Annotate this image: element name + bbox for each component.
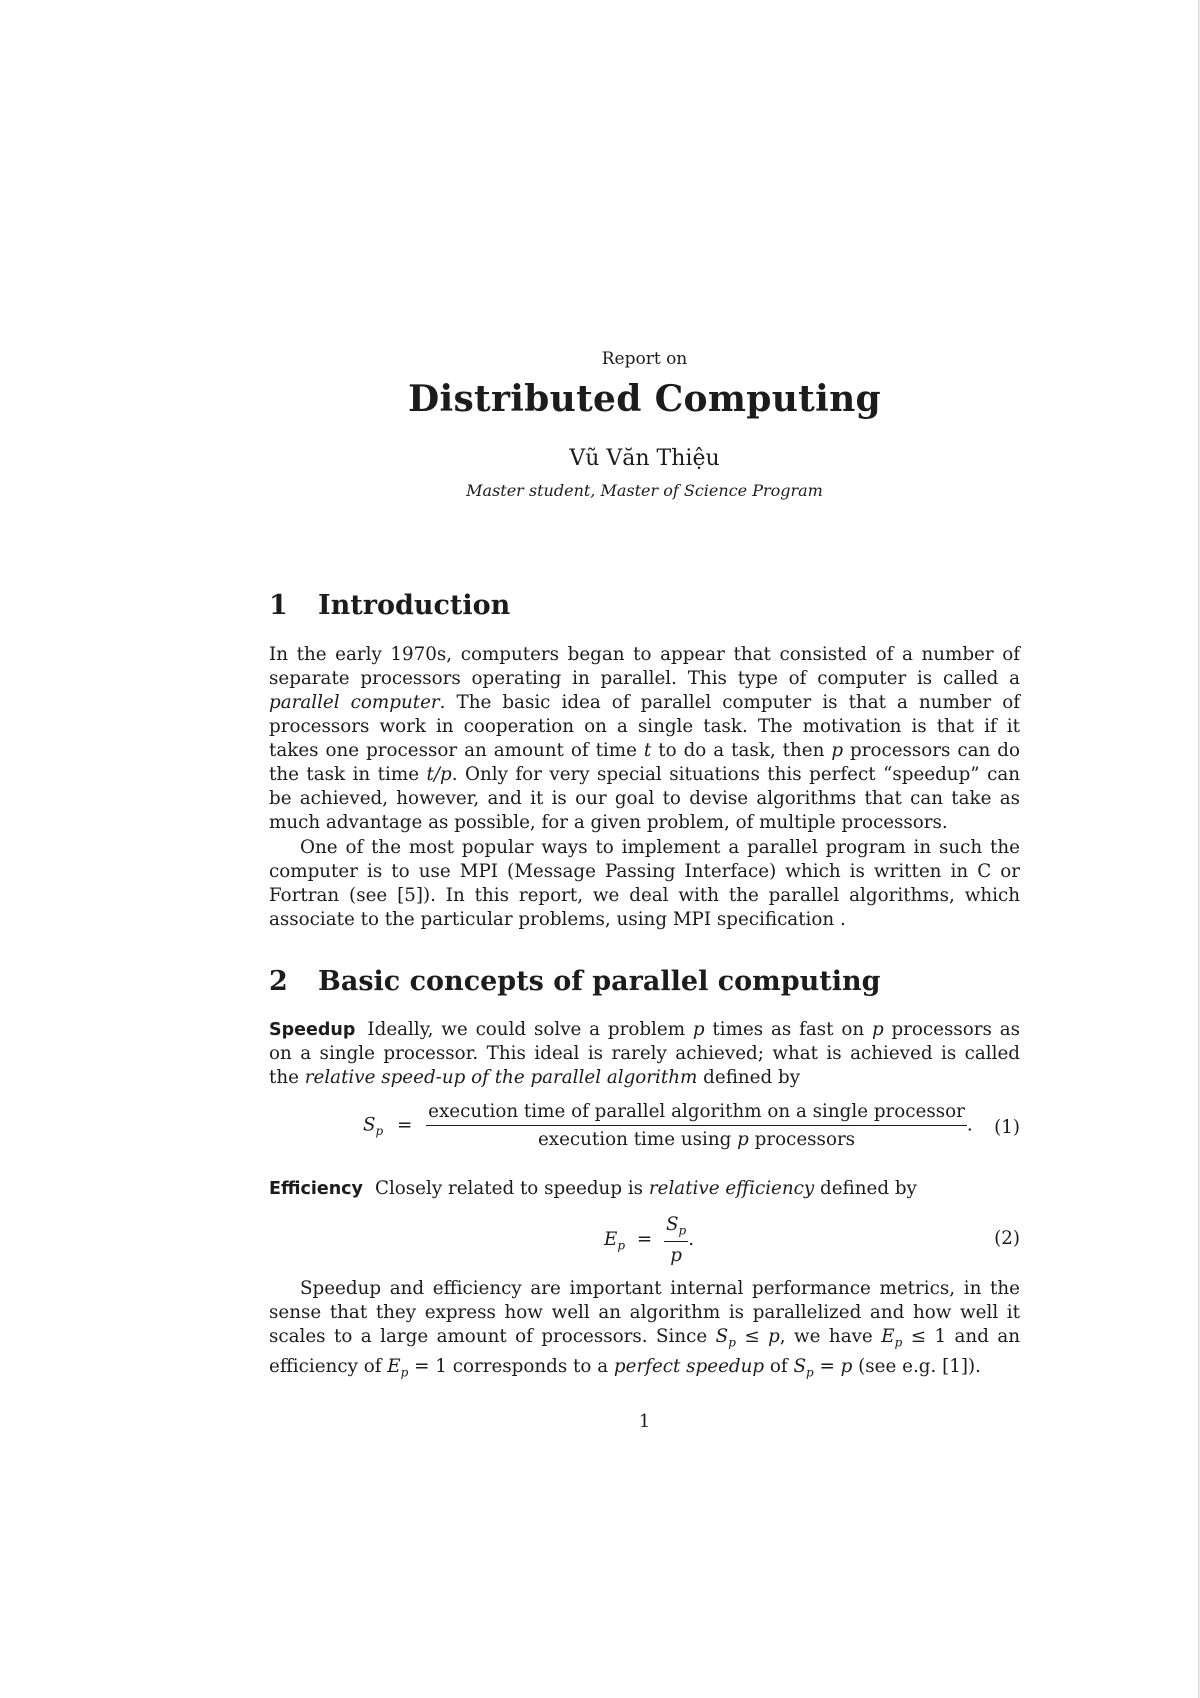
fraction: [426, 1101, 967, 1150]
text-run: . Only for very special situations this perfect “speedup” can be achieved, however, and it is our goal to devise algorithms that can take as much advantage as possible, for a given problem, of multiple processors.: [269, 764, 1020, 833]
document-title: Distributed Computing: [407, 378, 882, 420]
equation-number: (1): [994, 1117, 1020, 1138]
math-subscript: p: [400, 1365, 409, 1380]
speedup-paragraph: [269, 1018, 1020, 1090]
page-number: 1: [638, 1411, 651, 1432]
equals-sign: =: [636, 1228, 653, 1250]
text-run: processors: [748, 1129, 856, 1150]
text-run: (see e.g. [1]).: [852, 1355, 981, 1377]
equals-sign: =: [397, 1114, 413, 1136]
emphasis-text: parallel computer: [269, 692, 440, 713]
fraction-numerator: [664, 1214, 688, 1242]
author-affiliation: Master student, Master of Science Program: [466, 481, 823, 500]
math-subscript: p: [806, 1365, 814, 1380]
efficiency-paragraph: [269, 1177, 1020, 1201]
text-run: Speedup and efficiency are important internal performance metrics, in the sense that they express how well an algorithm is parallelized and how well it scales to a large amount of processors. Since: [269, 1278, 1020, 1347]
text-run: . The basic idea of parallel computer is that a number of processors work in cooperation on a single task. The motivation is that if it takes one processor an amount of time: [269, 692, 1020, 761]
equation-number: (2): [994, 1228, 1020, 1249]
section-heading-basic-concepts: [269, 966, 881, 997]
math-var: p: [831, 740, 844, 761]
text-run: Ideally, we could solve a problem: [367, 1019, 693, 1040]
equation-efficiency: [269, 1214, 1020, 1270]
text-run: processors as on a single processor. This ideal is rarely achieved; what is achieved is called the: [269, 1019, 1020, 1088]
math-var: S: [793, 1355, 807, 1377]
math-expression: = 1: [408, 1355, 447, 1377]
equation-body: [604, 1214, 694, 1266]
fraction-numerator: execution time of parallel algorithm on a single processor: [426, 1101, 967, 1126]
math-var: S: [363, 1114, 376, 1136]
math-expression: = p: [813, 1355, 853, 1377]
text-run: and an efficiency of: [269, 1326, 1021, 1377]
text-run: In the early 1970s, computers began to appear that consisted of a number of separate processors operating in parallel. This type of computer is called a: [269, 644, 1020, 689]
math-subscript: p: [728, 1335, 736, 1350]
text-run: times as fast on: [704, 1019, 872, 1040]
text-run: defined by: [697, 1067, 801, 1088]
math-subscript: p: [617, 1238, 626, 1253]
math-expression: ≤ p: [735, 1326, 780, 1347]
section-heading-introduction: [269, 590, 510, 621]
math-var: t: [643, 740, 652, 761]
equation-body: [363, 1101, 973, 1150]
efficiency-run-in-heading: Efficiency: [269, 1179, 363, 1199]
fraction: [664, 1214, 688, 1266]
math-var: t/p: [426, 764, 452, 785]
metrics-paragraph: [269, 1277, 1020, 1384]
equation-speedup: [269, 1101, 1020, 1157]
fraction-denominator: p: [670, 1244, 682, 1266]
section-number: 1: [269, 590, 288, 621]
math-expression: ≤ 1: [902, 1326, 947, 1347]
intro-paragraph-1: [269, 643, 1020, 835]
speedup-run-in-heading: Speedup: [269, 1020, 356, 1040]
intro-paragraph-2: One of the most popular ways to implement a parallel program in such the computer is to use MPI (Message Passing Interface) which is written in C or Fortran (see [5]). In this report, we deal with the parallel algorithms, which associate to the particular problems, using MPI specification .: [269, 837, 1020, 930]
period: .: [688, 1228, 695, 1250]
math-var: E: [387, 1355, 401, 1377]
math-var: E: [881, 1326, 895, 1347]
math-subscript: p: [375, 1124, 384, 1139]
text-run: execution time using: [537, 1129, 738, 1150]
math-subscript: p: [894, 1335, 903, 1350]
fraction-denominator: [426, 1126, 967, 1150]
text-run: defined by: [814, 1178, 917, 1199]
text-run: of: [764, 1355, 794, 1377]
section-number: 2: [269, 966, 288, 997]
text-run: , we have: [779, 1326, 882, 1347]
math-var: E: [604, 1228, 618, 1250]
section-title: Introduction: [318, 590, 511, 621]
text-run: to do a task, then: [651, 740, 832, 761]
math-var: S: [715, 1326, 729, 1347]
period: .: [966, 1114, 973, 1136]
math-var: S: [666, 1214, 679, 1235]
report-label: Report on: [601, 349, 688, 369]
math-subscript: p: [678, 1223, 687, 1238]
emphasis-text: perfect speedup: [613, 1355, 765, 1377]
math-var: p: [737, 1129, 749, 1150]
author-name: Vũ Văn Thiệu: [569, 446, 720, 471]
text-run: processors can do the task in time: [269, 740, 1020, 785]
text-run: corresponds to a: [446, 1355, 614, 1377]
section-title: Basic concepts of parallel computing: [318, 966, 881, 997]
emphasis-text: relative efficiency: [648, 1178, 815, 1199]
math-var: p: [692, 1019, 705, 1040]
emphasis-text: relative speed-up of the parallel algorithm: [304, 1067, 698, 1088]
text-run: Closely related to speedup is: [374, 1178, 649, 1199]
math-var: p: [871, 1019, 884, 1040]
